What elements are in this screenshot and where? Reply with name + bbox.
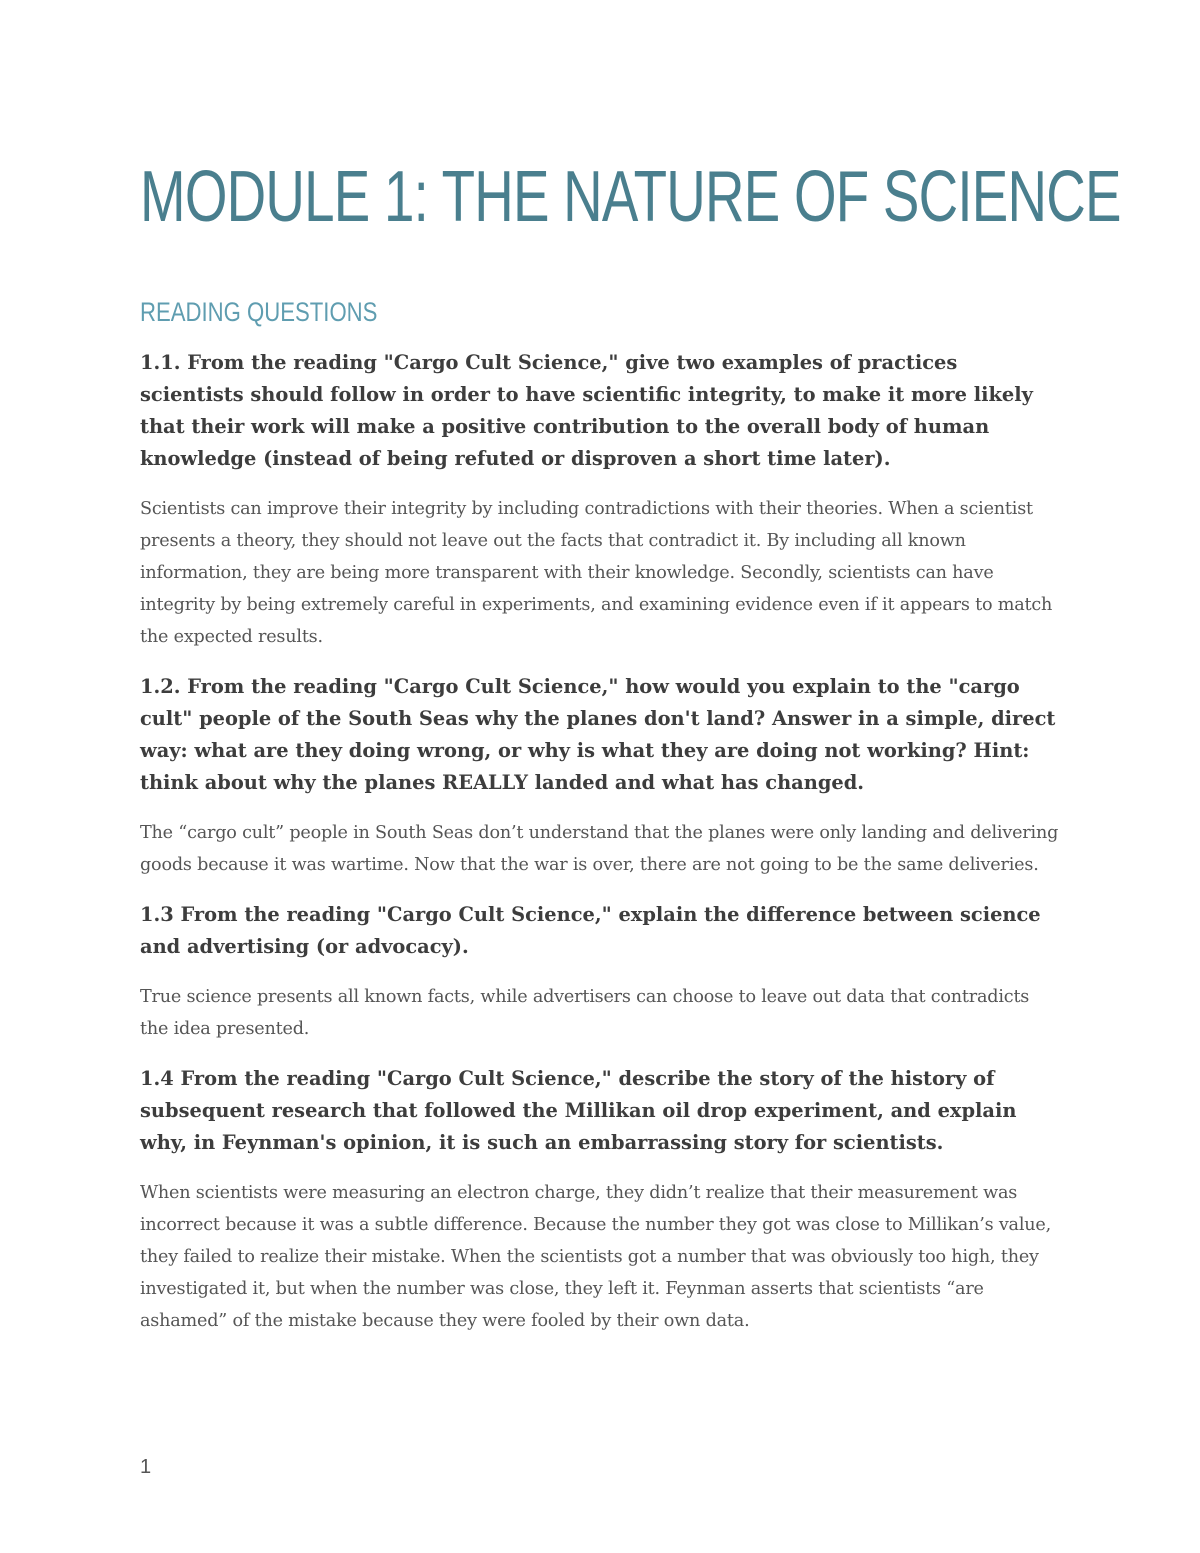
qa-content [140, 347, 1060, 1355]
page-number: 1 [140, 1456, 152, 1478]
answer-1-3: True science presents all known facts, while advertisers can choose to leave out data that contradicts the idea presented. [140, 987, 1030, 1039]
question-1-3: 1.3 From the reading "Cargo Cult Science," explain the difference between science and advertising (or advocacy). [140, 903, 1041, 958]
question-1-2: 1.2. From the reading "Cargo Cult Science," how would you explain to the "cargo cult" people of the South Seas why the planes don't land? Answer in a simple, direct way: what are they doing wrong, or why is what they are doing not working? Hint: think about why the planes REALLY landed and what has changed. [140, 675, 1056, 794]
answer-1-1: Scientists can improve their integrity by including contradictions with their theories. When a scientist presents a theory, they should not leave out the facts that contradict it. By including all known information, they are being more transparent with their knowledge. Secondly, scientists can have integrity by being extremely careful in experiments, and examining evidence even if it appears to match the expected results. [140, 499, 1053, 647]
answer-1-2: The “cargo cult” people in South Seas don’t understand that the planes were only landing and delivering goods because it was wartime. Now that the war is over, there are not going to be the same deliveries. [140, 823, 1059, 875]
section-heading: READING QUESTIONS [140, 297, 378, 327]
question-1-1: 1.1. From the reading "Cargo Cult Science," give two examples of practices scientists should follow in order to have scientific integrity, to make it more likely that their work will make a positive contribution to the overall body of human knowledge (instead of being refuted or disproven a short time later). [140, 351, 1033, 470]
page-title: MODULE 1: THE NATURE OF SCIENCE [140, 157, 1121, 237]
answer-1-4: When scientists were measuring an electron charge, they didn’t realize that their measurement was incorrect because it was a subtle difference. Because the number they got was close to Millikan’s value, they failed to realize their mistake. When the scientists got a number that was obviously too high, they investigated it, but when the number was close, they left it. Feynman asserts that scientists “are ashamed” of the mistake because they were fooled by their own data. [140, 1183, 1052, 1331]
question-1-4: 1.4 From the reading "Cargo Cult Science," describe the story of the history of subsequent research that followed the Millikan oil drop experiment, and explain why, in Feynman's opinion, it is such an embarrassing story for scientists. [140, 1067, 1017, 1154]
